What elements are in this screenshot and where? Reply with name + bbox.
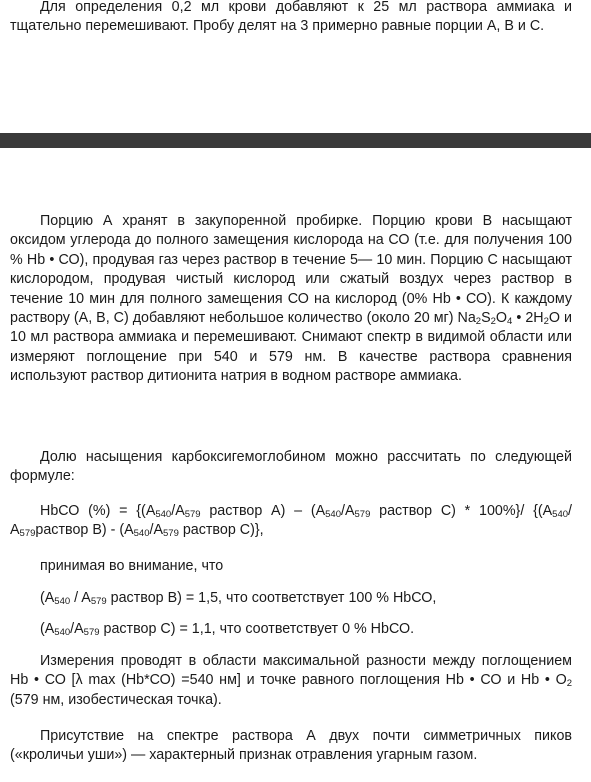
- procedure-text-tail: и 10 мл раствора аммиака и перемешивают. Снимают спектр в видимой области или измеряют поглощение при 540 и 579 нм. В качестве раствора сравнения используют раствор дитионита натрия в водном растворе аммиака.: [10, 310, 572, 385]
- reagent-formula: $Na_2S_2O_4$ • $2H_2O$: [457, 310, 561, 328]
- considering-text: принимая во внимание, что: [40, 558, 224, 574]
- conclusion-paragraph: [10, 727, 572, 766]
- formula-paragraph: [10, 502, 572, 541]
- page-divider: [0, 133, 591, 148]
- intro-paragraph: [10, 0, 572, 37]
- formula-intro-text: Долю насыщения карбоксигемоглобином можно рассчитать по следующей формуле:: [10, 449, 572, 485]
- procedure-paragraph: [10, 212, 572, 387]
- considering-line: [10, 557, 591, 576]
- equation-b: ($A_{540} / A_{579}$ раствор В) = 1,5, что соответствует 100 % НbСО,: [40, 590, 437, 607]
- equation-c: ($A_{540}/A_{579}$ раствор С) = 1,1, что соответствует 0 % НbСО.: [40, 621, 415, 638]
- measurement-paragraph: Измерения проводят в области максимальной разности между поглощением Нb • СО [λ max (Нb*СО) =540 нм] и точке равного поглощения Нb • СО и Нb • $O_2$ (579 нм, изобестическая точка).: [10, 653, 572, 708]
- conclusion-text: Присутствие на спектре раствора А двух почти симметричных пиков («кроличьи уши») — характерный признак отравления угарным газом.: [10, 728, 572, 764]
- hbco-formula: НbСО (%) = {($A_{540}/A_{579}$ раствор $А) - (A_{540}/A_{579}$ раствор С) * 100%}/ {($A_{540}/$ $A_{579}раствор$ $В) - (A_{540}/A_{579}$ раствор С)},: [10, 503, 572, 540]
- procedure-text: Порцию А хранят в закупоренной пробирке. Порцию крови В насыщают оксидом углерода до полного замещения кислорода на СО (т.е. для получения 100 % Нb • СО), продувая газ через раствор в течение 5— 10 мин. Порцию С насыщают кислородом, продувая чистый кислород или сжатый воздух через раствор в течение 10 мин для полного замещения СО на кислород (0% Нb • СО). К каждому раствору (А, В, С) добавляют небольшое количество (около 20 мг): [10, 213, 572, 327]
- intro-text: Для определения 0,2 мл крови добавляют к 25 мл раствора аммиака и тщательно перемешивают. Пробу делят на 3 примерно равные порции А, В и С.: [10, 0, 572, 35]
- formula-intro-paragraph: [10, 448, 572, 487]
